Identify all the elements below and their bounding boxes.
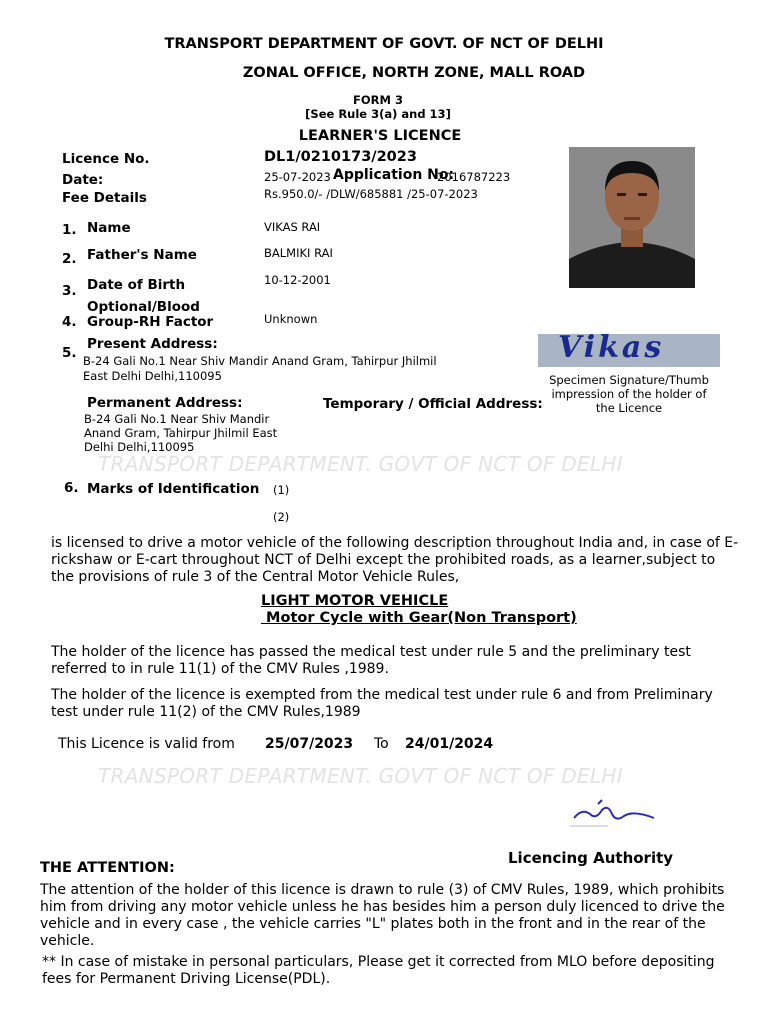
field-number-3: 3.: [62, 283, 77, 299]
field-number-6: 6.: [64, 480, 79, 496]
licence-no: DL1/0210173/2023: [264, 149, 417, 165]
signature-caption-line3: the Licence: [595, 401, 663, 415]
permanent-address-line1: B-24 Gali No.1 Near Shiv Mandir: [84, 412, 270, 426]
field-number-1: 1.: [62, 222, 77, 238]
validity-label: This Licence is valid from: [58, 736, 235, 752]
application-label: Application No:: [333, 167, 455, 183]
field-number-2: 2.: [62, 251, 77, 267]
holder-photo: [569, 147, 695, 288]
date-of-birth: 10-12-2001: [264, 273, 331, 287]
authority-signature: [568, 796, 660, 830]
authority-signature-mark: [568, 796, 660, 830]
blood-group-label-line2: Group-RH Factor: [87, 314, 214, 330]
father-name: BALMIKI RAI: [264, 246, 333, 260]
signature-caption-line1: Specimen Signature/Thumb: [549, 373, 709, 387]
valid-to: 24/01/2024: [405, 736, 494, 752]
permanent-address-line3: Delhi Delhi,110095: [84, 440, 195, 454]
present-address-line2: East Delhi Delhi,110095: [83, 369, 222, 383]
issue-date: 25-07-2023: [264, 170, 331, 184]
valid-from: 25/07/2023: [265, 736, 354, 752]
identification-mark-2: (2): [273, 510, 290, 524]
form-rule: [See Rule 3(a) and 13]: [305, 107, 451, 121]
header-zonal-office: ZONAL OFFICE, NORTH ZONE, MALL ROAD: [242, 65, 586, 81]
father-name-label: Father's Name: [87, 247, 197, 263]
medical-passed-statement: The holder of the licence has passed the medical test under rule 5 and the preliminary test referred to in rule 11(1) of the CMV Rules ,1989.: [51, 644, 691, 677]
watermark-bottom: TRANSPORT DEPARTMENT. GOVT OF NCT OF DELHI: [98, 764, 623, 788]
present-address-label: Present Address:: [87, 336, 218, 352]
name-label: Name: [87, 220, 131, 236]
holder-name: VIKAS RAI: [264, 220, 321, 234]
signature-caption-line2: impression of the holder of: [551, 387, 707, 401]
present-address-line1: B-24 Gali No.1 Near Shiv Mandir Anand Gram, Tahirpur Jhilmil: [83, 354, 437, 368]
licencing-authority: Licencing Authority: [508, 849, 674, 867]
field-number-4: 4.: [62, 314, 77, 330]
document-title: LEARNER'S LICENCE: [298, 128, 462, 144]
field-number-5: 5.: [62, 345, 77, 361]
identification-mark-1: (1): [273, 483, 290, 497]
temporary-address-label: Temporary / Official Address:: [323, 396, 543, 412]
signature-text: Vikas: [558, 334, 665, 365]
fee-label: Fee Details: [62, 190, 147, 206]
permanent-address-label: Permanent Address:: [87, 395, 243, 411]
licence-no-label: Licence No.: [62, 151, 150, 167]
form-number: FORM 3: [353, 93, 403, 107]
date-label: Date:: [62, 172, 104, 188]
dob-label: Date of Birth: [87, 277, 186, 293]
specimen-signature: [538, 334, 720, 367]
attention-title: THE ATTENTION:: [40, 860, 175, 876]
validity-to-label: To: [374, 736, 389, 752]
vehicle-class-1: LIGHT MOTOR VEHICLE: [261, 593, 449, 609]
fee-details: Rs.950.0/- /DLW/685881 /25-07-2023: [264, 187, 478, 201]
application-no: 2016787223: [437, 170, 511, 184]
permanent-address-line2: Anand Gram, Tahirpur Jhilmil East: [84, 426, 278, 440]
marks-of-identification-label: Marks of Identification: [87, 481, 260, 497]
header-department: TRANSPORT DEPARTMENT OF GOVT. OF NCT OF DELHI: [164, 36, 604, 52]
vehicle-class-2: Motor Cycle with Gear(Non Transport): [261, 610, 577, 626]
licensed-statement: is licensed to drive a motor vehicle of the following description throughout India and, in case of E-rickshaw or E-cart throughout NCT of Delhi except the prohibited roads, as a learner,subject to the provisions of rule 3 of the Central Motor Vehicle Rules,: [51, 535, 739, 585]
blood-group: Unknown: [264, 312, 318, 326]
watermark-top: TRANSPORT DEPARTMENT. GOVT OF NCT OF DELHI: [98, 452, 623, 476]
correction-note: ** In case of mistake in personal particulars, Please get it corrected from MLO before depositing fees for Permanent Driving License(PDL).: [42, 954, 715, 987]
medical-exempt-statement: The holder of the licence is exempted from the medical test under rule 6 and from Preliminary test under rule 11(2) of the CMV Rules,1989: [51, 687, 713, 720]
blood-group-label-line1: Optional/Blood: [87, 299, 200, 315]
person-photo-icon: [569, 147, 695, 288]
attention-text: The attention of the holder of this licence is drawn to rule (3) of CMV Rules, 1989, which prohibits him from driving any motor vehicle unless he has besides him a person duly licenced to drive the vehicle and in every case , the vehicle carries "L" plates both in the front and in the rear of the vehicle.: [40, 882, 725, 949]
